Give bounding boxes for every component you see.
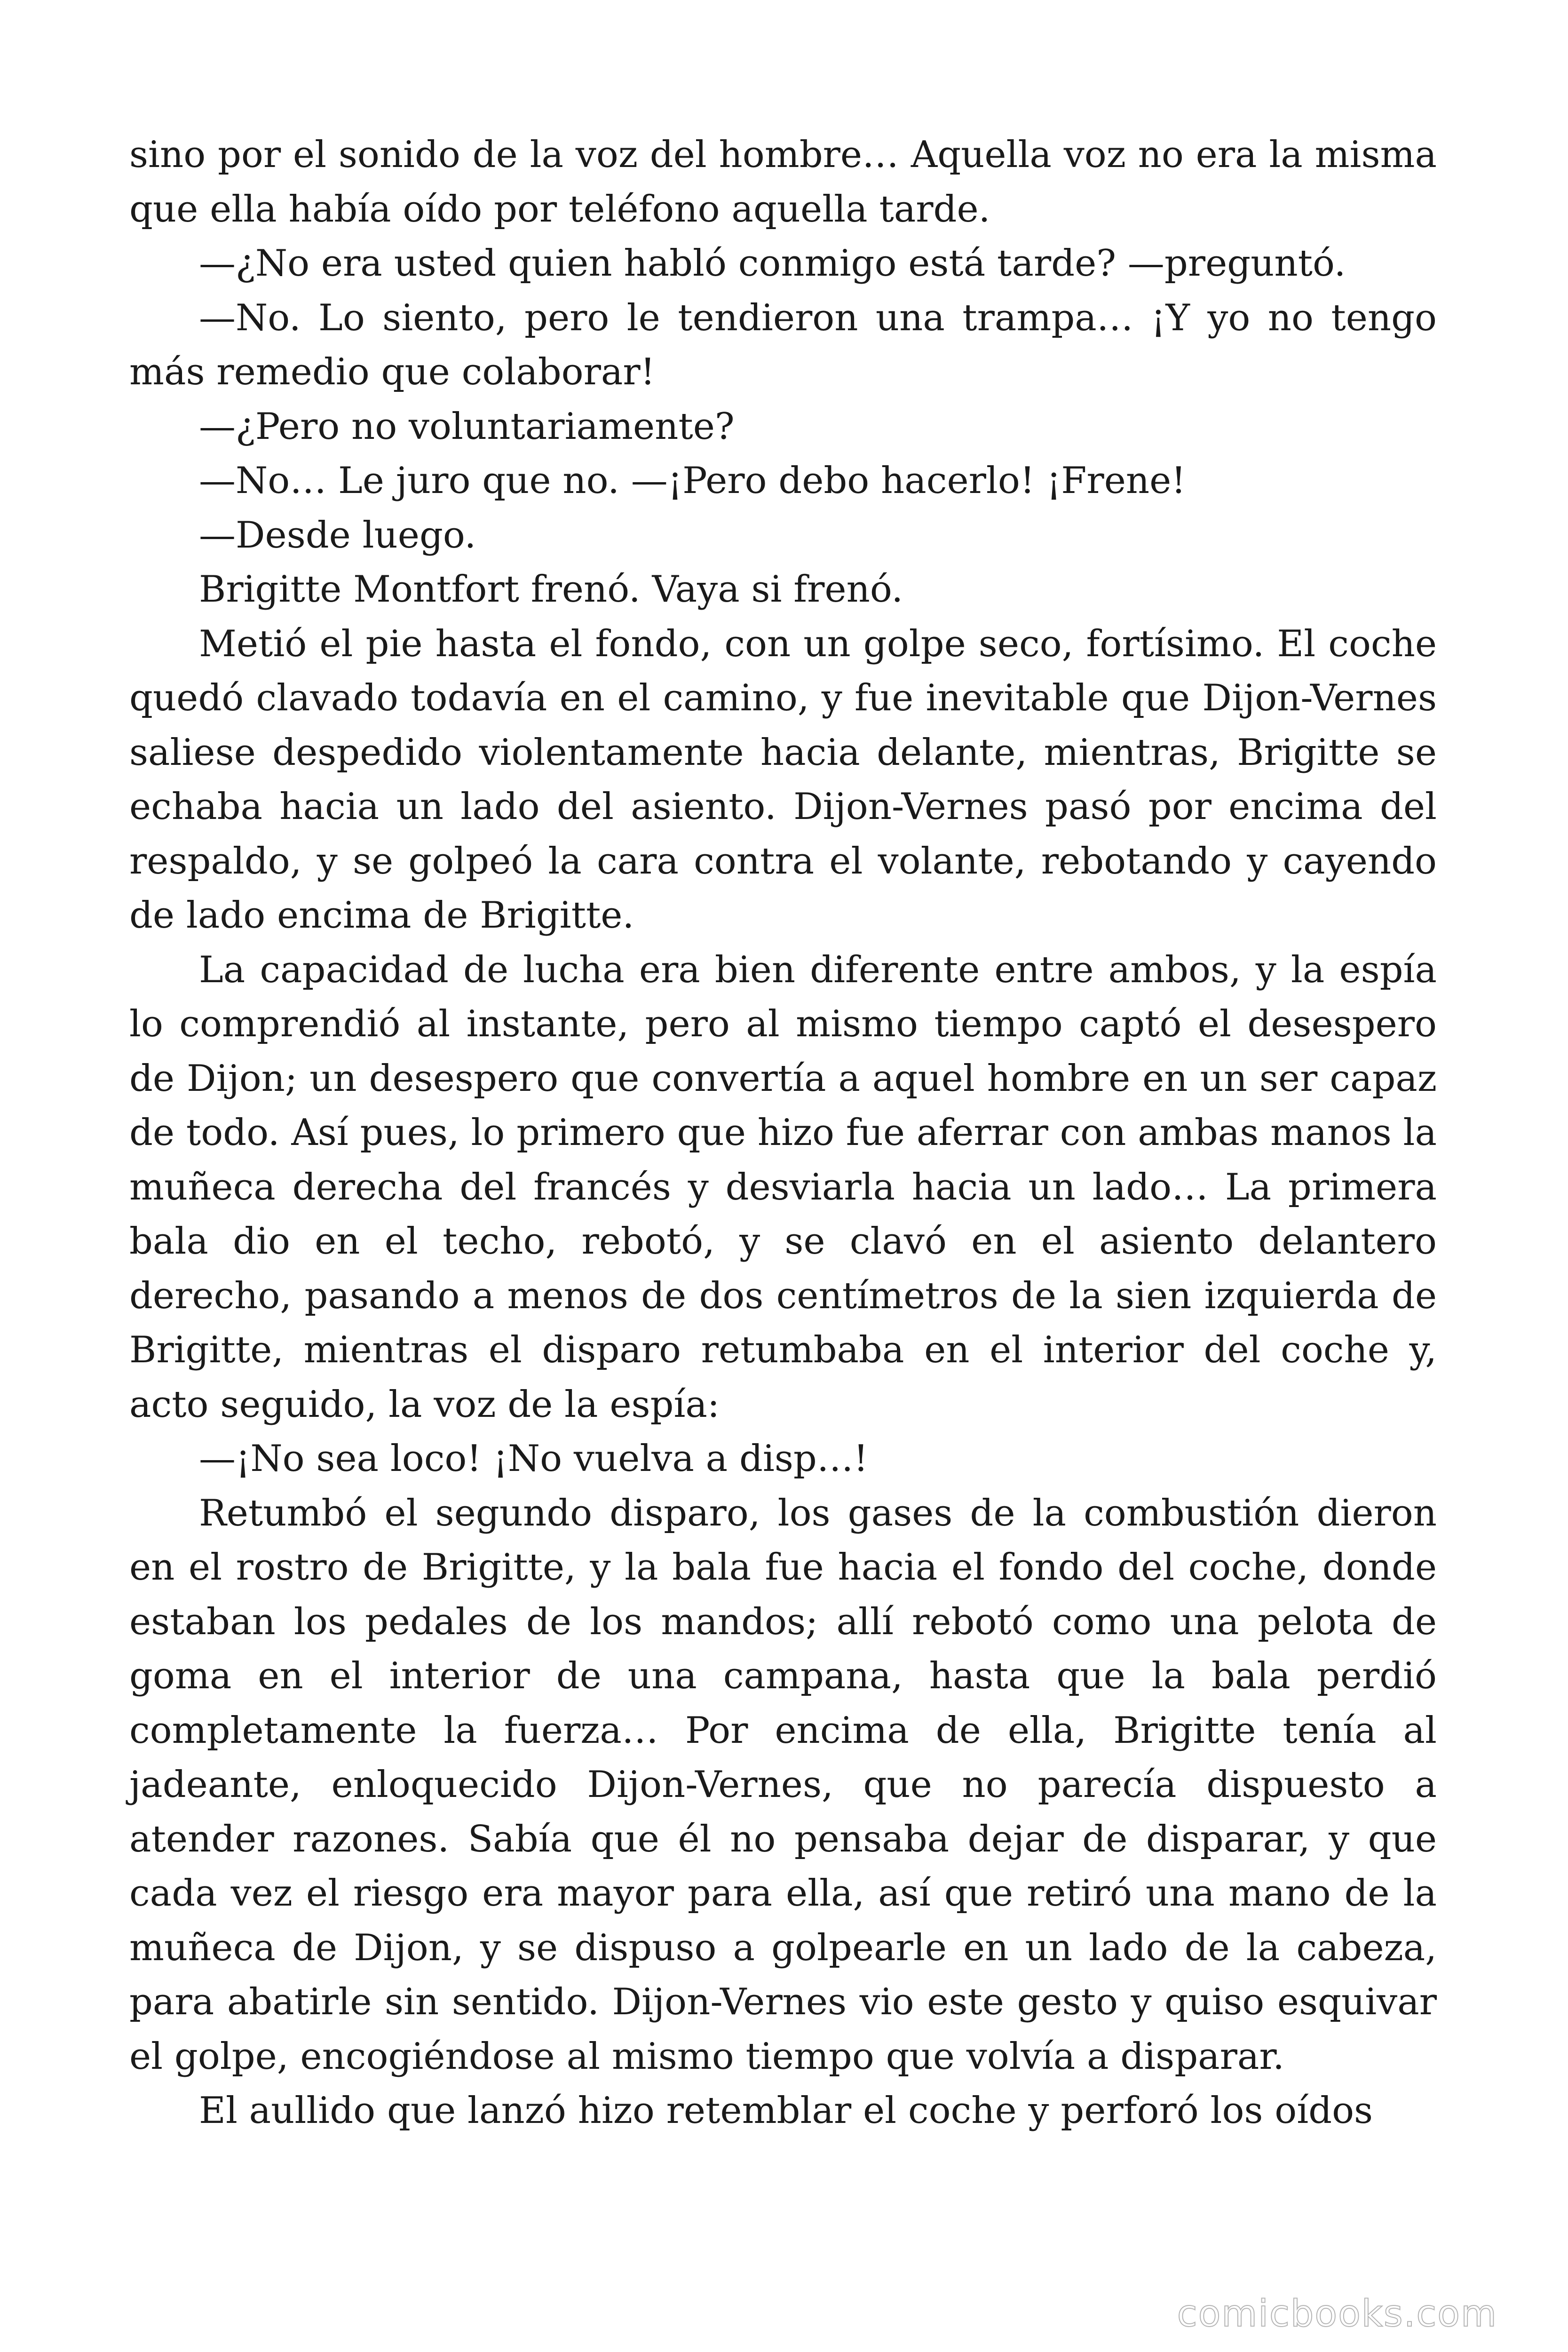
dialogue-paragraph: —No… Le juro que no. —¡Pero debo hacerlo! ¡Frene! [199,460,1186,502]
narrative-paragraph: La capacidad de lucha era bien diferente entre ambos, y la espía lo comprendió al instante, pero al mismo tiempo captó el desespero de Dijon; un desespero que convertía a aquel hombre en un ser capaz de todo. Así pues, lo primero que hizo fue aferrar con ambas manos la muñeca derecha del francés y desviarla hacia un lado… La primera bala dio en el techo, rebotó, y se clavó en el asiento delantero derecho, pasando a menos de dos centímetros de la sien izquierda de Brigitte, mientras el disparo retumbaba en el interior del coche y, acto seguido, la voz de la espía: [129,948,1437,1426]
body-text [129,128,1437,2138]
dialogue-paragraph: —¿No era usted quien habló conmigo está tarde? —preguntó. [199,242,1346,285]
paragraph-continuation: sino por el sonido de la voz del hombre… Aquella voz no era la misma que ella había oído por teléfono aquella tarde. [129,134,1437,230]
narrative-paragraph: El aullido que lanzó hizo retemblar el coche y perforó los oídos [199,2090,1373,2132]
narrative-paragraph: Metió el pie hasta el fondo, con un golpe seco, fortísimo. El coche quedó clavado todavía en el camino, y fue inevitable que Dijon-Vernes saliese despedido violentamente hacia delante, mientras, Brigitte se echaba hacia un lado del asiento. Dijon-Vernes pasó por encima del respaldo, y se golpeó la cara contra el volante, rebotando y cayendo de lado encima de Brigitte. [129,622,1437,937]
watermark: comicbooks.com [1177,2293,1497,2335]
narrative-paragraph: Retumbó el segundo disparo, los gases de la combustión dieron en el rostro de Brigitte, y la bala fue hacia el fondo del coche, donde estaban los pedales de los mandos; allí rebotó como una pelota de goma en el interior de una campana, hasta que la bala perdió completamente la fuerza… Por encima de ella, Brigitte tenía al jadeante, enloquecido Dijon-Vernes, que no parecía dispuesto a atender razones. Sabía que él no pensaba dejar de disparar, y que cada vez el riesgo era mayor para ella, así que retiró una mano de la muñeca de Dijon, y se dispuso a golpearle en un lado de la cabeza, para abatirle sin sentido. Dijon-Vernes vio este gesto y quiso esquivar el golpe, encogiéndose al mismo tiempo que volvía a disparar. [129,1492,1437,2078]
dialogue-paragraph: —¡No sea loco! ¡No vuelva a disp…! [199,1438,869,1480]
narrative-paragraph: Brigitte Montfort frenó. Vaya si frenó. [199,568,903,611]
dialogue-paragraph: —¿Pero no voluntariamente? [199,405,735,448]
dialogue-paragraph: —No. Lo siento, pero le tendieron una trampa… ¡Y yo no tengo más remedio que colaborar! [129,296,1437,393]
dialogue-paragraph: —Desde luego. [199,514,476,556]
